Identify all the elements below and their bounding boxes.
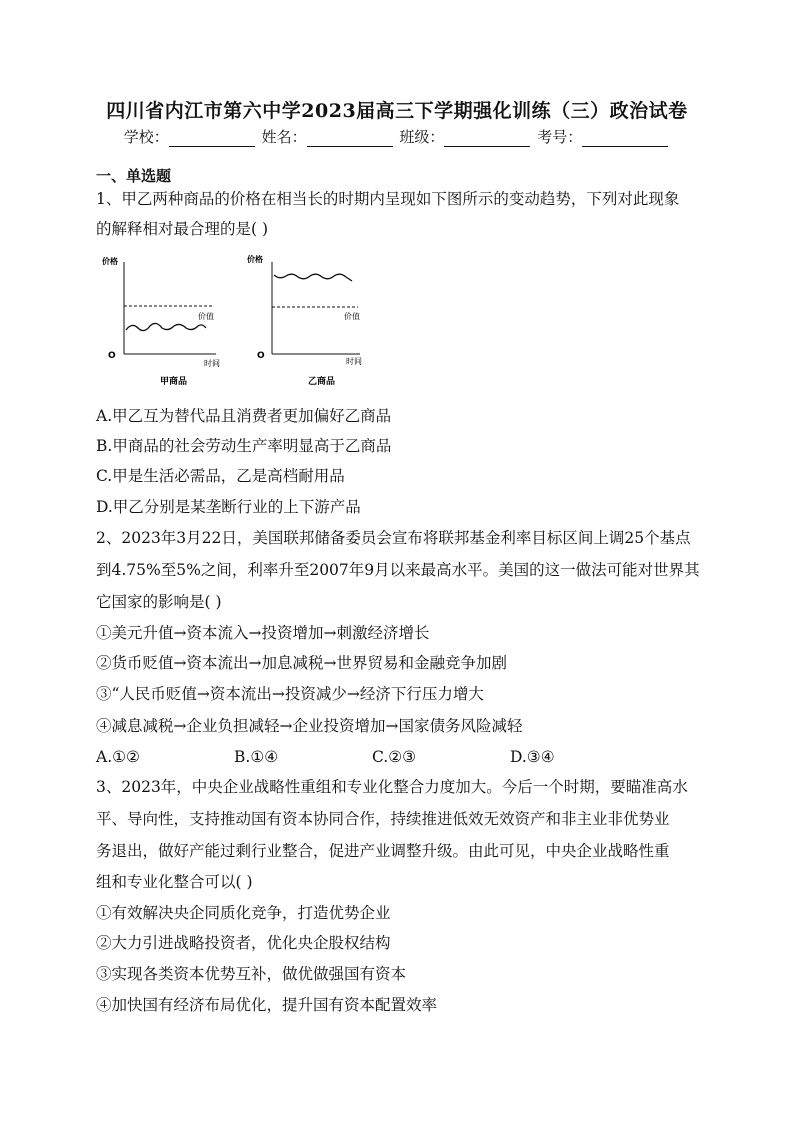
q3-item-3: ③实现各类资本优势互补，做优做强国有资本 bbox=[96, 965, 407, 983]
jia-x-label: 时间 bbox=[204, 359, 220, 368]
q2-option-b[interactable]: B.①④ bbox=[234, 748, 279, 766]
exam-number-blank[interactable] bbox=[582, 132, 668, 147]
q2-option-a[interactable]: A.①② bbox=[96, 748, 140, 766]
yi-price-line bbox=[274, 274, 352, 281]
exam-number-label: 考号： bbox=[537, 128, 583, 146]
q2-option-d[interactable]: D.③④ bbox=[510, 748, 555, 766]
student-info-row bbox=[0, 126, 794, 147]
q2-stem-line3: 它国家的影响是( ) bbox=[96, 593, 222, 611]
chart-jia bbox=[102, 256, 220, 387]
q2-item-3: ③“人民币贬值→资本流出→投资减少→经济下行压力增大 bbox=[96, 685, 484, 703]
class-label: 班级： bbox=[399, 128, 445, 146]
yi-value-label: 价值 bbox=[344, 312, 360, 321]
q1-option-c[interactable]: C.甲是生活必需品，乙是高档耐用品 bbox=[96, 467, 345, 485]
q1-option-b[interactable]: B.甲商品的社会劳动生产率明显高于乙商品 bbox=[96, 437, 392, 455]
q1-figure bbox=[96, 250, 366, 390]
q1-stem-line2: 的解释相对最合理的是( ) bbox=[96, 220, 269, 238]
class-blank[interactable] bbox=[444, 132, 530, 147]
q3-stem-line2: 平、导向性，支持推动国有资本协同合作，持续推进低效无效资产和非主业非优势业 bbox=[96, 810, 670, 828]
q2-option-c[interactable]: C.②③ bbox=[372, 748, 417, 766]
q2-stem-line2: 到4.75%至5%之间，利率升至2007年9月以来最高水平。美国的这一做法可能对世界其 bbox=[96, 561, 700, 579]
q3-stem-line4: 组和专业化整合可以( ) bbox=[96, 873, 253, 891]
school-label: 学校： bbox=[123, 128, 169, 146]
jia-price-line bbox=[126, 323, 206, 330]
q3-stem-line1: 3、2023年，中央企业战略性重组和专业化整合力度加大。今后一个时期，要瞄准高水 bbox=[96, 778, 688, 796]
yi-x-label: 时间 bbox=[346, 357, 362, 366]
q2-item-2: ②货币贬值→资本流出→加息减税→世界贸易和金融竞争加剧 bbox=[96, 654, 507, 672]
jia-origin: O bbox=[108, 351, 116, 361]
q2-item-1: ①美元升值→资本流入→投资增加→刺激经济增长 bbox=[96, 624, 430, 642]
jia-caption: 甲商品 bbox=[160, 377, 188, 387]
school-blank[interactable] bbox=[169, 132, 255, 147]
q1-option-d[interactable]: D.甲乙分别是某垄断行业的上下游产品 bbox=[96, 498, 361, 516]
yi-caption: 乙商品 bbox=[308, 377, 336, 387]
q1-stem-line1: 1、甲乙两种商品的价格在相当长的时期内呈现如下图所示的变动趋势，下列对此现象 bbox=[96, 190, 680, 208]
chart-yi bbox=[247, 254, 362, 387]
jia-value-label: 价值 bbox=[198, 312, 214, 321]
q1-option-a[interactable]: A.甲乙互为替代品且消费者更加偏好乙商品 bbox=[96, 407, 392, 425]
q3-item-4: ④加快国有经济布局优化，提升国有资本配置效率 bbox=[96, 996, 438, 1014]
q3-stem-line3: 务退出，做好产能过剩行业整合，促进产业调整升级。由此可见，中央企业战略性重 bbox=[96, 842, 670, 860]
q2-stem-line1: 2、2023年3月22日，美国联邦储备委员会宣布将联邦基金利率目标区间上调25个基点 bbox=[96, 529, 691, 547]
jia-y-label: 价格 bbox=[102, 257, 118, 266]
name-blank[interactable] bbox=[307, 132, 393, 147]
q3-item-2: ②大力引进战略投资者，优化央企股权结构 bbox=[96, 934, 391, 952]
q2-item-4: ④减息减税→企业负担减轻→企业投资增加→国家债务风险减轻 bbox=[96, 717, 523, 735]
name-label: 姓名： bbox=[261, 128, 307, 146]
section-title: 一、单选题 bbox=[96, 167, 172, 185]
yi-origin: O bbox=[257, 351, 265, 361]
yi-y-label: 价格 bbox=[247, 255, 263, 264]
q3-item-1: ①有效解决央企同质化竞争，打造优势企业 bbox=[96, 904, 391, 922]
q2-options bbox=[96, 747, 706, 767]
exam-title: 四川省内江市第六中学2023届高三下学期强化训练（三）政治试卷 bbox=[106, 100, 688, 122]
